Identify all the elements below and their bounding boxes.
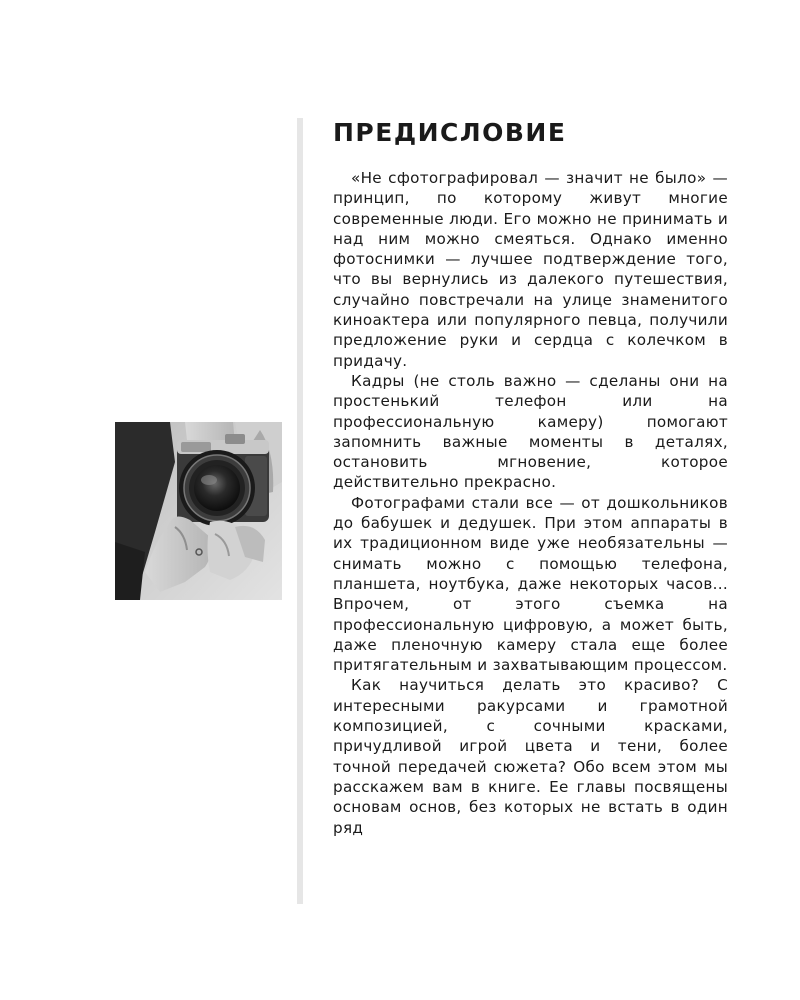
body-text [333, 168, 728, 838]
paragraph-2: Кадры (не столь важно — сделаны они на простенький телефон или на профессиональную камеру) помогают запомнить важные моменты в деталях, остановить мгновение, которое действительно прекрасно. [333, 371, 728, 492]
paragraph-1: «Не сфотографировал — значит не было» — принцип, по которому живут многие современные люди. Его можно не принимать и над ним можно смеяться. Однако именно фотоснимки — лучшее подтверждение того, что вы вернулись из далекого путешествия, случайно повстречали на улице знаменитого киноактера или популярного певца, получили предложение руки и сердца с колечком в придачу. [333, 169, 728, 370]
camera-photo-icon [115, 422, 282, 600]
paragraph-3: Фотографами стали все — от дошкольников до бабушек и дедушек. При этом аппараты в их традиционном виде уже необязательны — снимать можно с помощью телефона, планшета, ноутбука, даже некоторых часов... Впрочем, от этого съемка на профессиональную цифровую, а может быть, даже пленочную камеру стала еще более притягательным и захватывающим процессом. [333, 493, 728, 675]
page-title: ПРЕДИСЛОВИЕ [333, 118, 567, 147]
margin-rule [297, 118, 303, 904]
paragraph-4: Как научиться делать это красиво? С интересными ракурсами и грамотной композицией, с сочными красками, причудливой игрой цвета и тени, более точной передачей сюжета? Обо всем этом мы расскажем вам в книге. Ее главы посвящены основам основ, без которых не встать в один ряд [333, 676, 728, 837]
